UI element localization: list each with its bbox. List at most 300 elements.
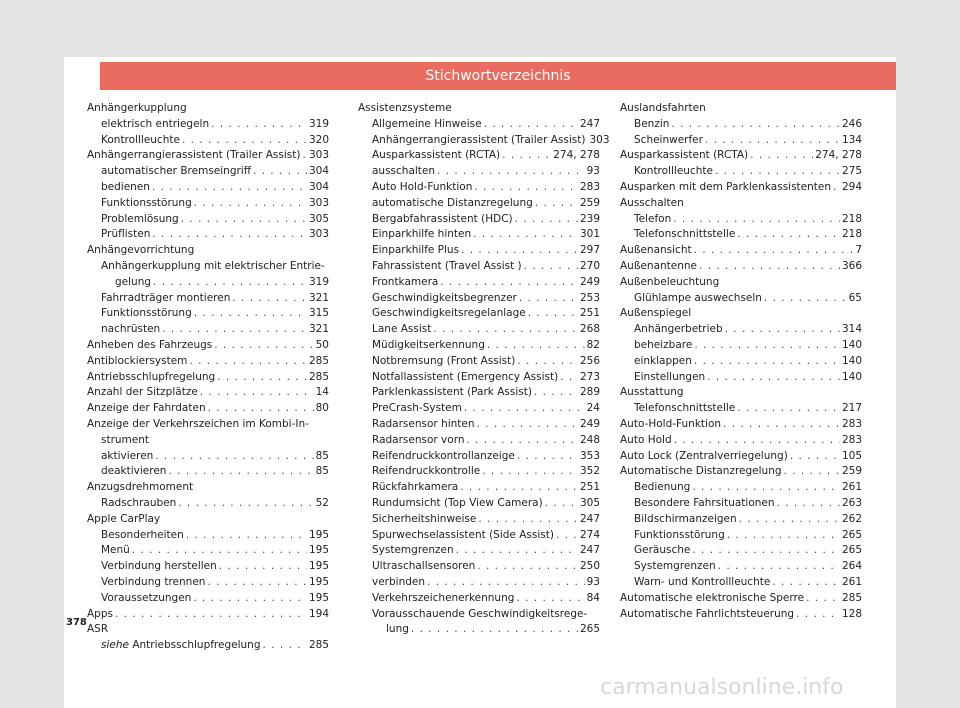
index-entry [87, 291, 329, 307]
entry-term-text: Anhängerrangierassistent (Trailer Assist) [372, 133, 586, 146]
dot-leader [152, 227, 307, 243]
entry-page-ref: 283 [841, 433, 862, 446]
entry-term-text: Kontrollleuchte [101, 133, 180, 146]
index-entry [620, 480, 862, 496]
entry-term [372, 338, 485, 354]
entry-term [101, 433, 149, 449]
index-entry [620, 291, 862, 307]
dot-leader [211, 117, 307, 133]
entry-term [372, 227, 471, 243]
entry-term-text: Apps [87, 607, 113, 620]
dot-leader [461, 243, 578, 259]
index-entry [87, 164, 329, 180]
entry-page-ref: 321 [308, 323, 329, 336]
entry-page-ref: 93 [586, 165, 600, 178]
dot-leader [739, 512, 840, 528]
entry-term [634, 322, 723, 338]
entry-term-text: Ausparkassistent (RCTA) [620, 149, 749, 162]
index-entry [620, 401, 862, 417]
dot-leader [217, 370, 307, 386]
entry-page-ref: 304 [308, 165, 329, 178]
entry-term [372, 385, 532, 401]
dot-leader [516, 591, 584, 607]
entry-page-ref: 7 [855, 244, 862, 257]
dot-leader [478, 512, 578, 528]
dot-leader [833, 180, 840, 196]
entry-page-ref: 251 [579, 307, 600, 320]
index-entry [358, 101, 600, 117]
dot-leader [484, 117, 578, 133]
dot-leader [671, 117, 840, 133]
index-entry [87, 322, 329, 338]
entry-page-ref: 303 [308, 149, 329, 162]
dot-leader [132, 543, 307, 559]
dot-leader [502, 148, 551, 164]
entry-page-ref: 140 [841, 370, 862, 383]
entry-term-text: Automatische Fahrlichtsteuerung [620, 607, 795, 620]
entry-term [101, 496, 176, 512]
index-entry [358, 464, 600, 480]
index-entry [358, 543, 600, 559]
entry-term-text: beheizbare [634, 338, 693, 351]
dot-leader [181, 212, 307, 228]
entry-page-ref: 195 [308, 575, 329, 588]
entry-term-text: elektrisch entriegeln [101, 117, 210, 130]
entry-term-text: lung [386, 623, 409, 636]
index-column-3 [620, 101, 862, 622]
entry-term [634, 370, 705, 386]
entry-page-ref: 128 [841, 607, 862, 620]
entry-term-text: Ausstattung [620, 386, 684, 399]
entry-term [620, 243, 692, 259]
entry-term [101, 117, 209, 133]
dot-leader [460, 480, 578, 496]
index-entry [358, 417, 600, 433]
index-entry [358, 148, 600, 164]
entry-term [101, 306, 192, 322]
index-entry [87, 338, 329, 354]
entry-term-text: Einparkhilfe Plus [372, 244, 460, 257]
entry-term [372, 243, 459, 259]
index-entry [87, 180, 329, 196]
entry-term-text: Anhängerrangierassistent (Trailer Assist) [87, 149, 301, 162]
entry-term-text: Anzugsdrehmoment [87, 481, 194, 494]
entry-term-text: ASR [87, 623, 109, 636]
entry-term-text: Anheben des Fahrzeugs [87, 338, 213, 351]
entry-page-ref: 140 [841, 338, 862, 351]
entry-page-ref: 274 [579, 528, 600, 541]
dot-leader [517, 354, 578, 370]
dot-leader [437, 164, 585, 180]
entry-term [87, 101, 187, 117]
dot-leader [694, 354, 840, 370]
entry-page-ref: 247 [579, 512, 600, 525]
entry-term-text: Funktionsstörung [634, 528, 725, 541]
page-number: 378 [66, 617, 87, 628]
index-entry [358, 370, 600, 386]
dot-leader [699, 259, 840, 275]
dot-leader [673, 212, 840, 228]
index-entry [620, 306, 862, 322]
entry-page-ref: 247 [579, 117, 600, 130]
entry-term-text: Bergabfahrassistent (HDC) [372, 212, 513, 225]
entry-term-text: automatischer Bremseingriff [101, 165, 251, 178]
index-entry [87, 370, 329, 386]
entry-page-ref: 366 [841, 259, 862, 272]
entry-page-ref: 195 [308, 591, 329, 604]
entry-term-text: Notbremsung (Front Assist) [372, 354, 516, 367]
dot-leader [535, 196, 578, 212]
index-entry [358, 480, 600, 496]
entry-term-text: deaktivieren [101, 465, 167, 478]
index-entry [87, 148, 329, 164]
entry-term-text: Ausparken mit dem Parklenkassistenten [620, 180, 832, 193]
entry-term-text: Bedienung [634, 481, 691, 494]
dot-leader [182, 133, 307, 149]
entry-term [634, 480, 690, 496]
index-entry [358, 385, 600, 401]
entry-term [634, 401, 735, 417]
entry-term [620, 196, 684, 212]
entry-term [634, 543, 690, 559]
entry-term-text: Anhängerkupplung [87, 102, 187, 114]
entry-page-ref: 265 [579, 623, 600, 636]
dot-leader [152, 180, 307, 196]
watermark: carmanualsonline.info [600, 675, 844, 700]
entry-term-text: Funktionsstörung [101, 196, 192, 209]
entry-term [87, 148, 300, 164]
dot-leader [189, 354, 307, 370]
index-entry [87, 212, 329, 228]
entry-term [372, 607, 587, 623]
entry-term [634, 496, 775, 512]
entry-term-text: Radschrauben [101, 496, 177, 509]
dot-leader [253, 164, 307, 180]
entry-term-text: Antriebsschlupfregelung [132, 639, 261, 652]
entry-term-text: Systemgrenzen [634, 560, 716, 573]
entry-term [101, 180, 150, 196]
entry-page-ref: 85 [315, 449, 329, 462]
entry-term-text: Radarsensor vorn [372, 433, 465, 446]
entry-term-text: Telefonschnittstelle [634, 228, 736, 241]
entry-page-ref: 239 [579, 212, 600, 225]
entry-term [372, 543, 454, 559]
entry-term [634, 338, 692, 354]
entry-term-text: Verbindung trennen [101, 575, 206, 588]
entry-term [620, 449, 788, 465]
dot-leader [214, 338, 313, 354]
entry-page-ref: 140 [841, 354, 862, 367]
entry-term-text: Auto Hold [620, 433, 672, 446]
entry-term-text: Funktionsstörung [101, 307, 192, 320]
entry-page-ref: 248 [579, 433, 600, 446]
entry-term [634, 133, 703, 149]
dot-leader [178, 496, 313, 512]
entry-page-ref: 249 [579, 275, 600, 288]
entry-page-ref: 85 [315, 465, 329, 478]
entry-term [87, 243, 194, 259]
index-entry [87, 543, 329, 559]
entry-page-ref: 352 [579, 465, 600, 478]
dot-leader [232, 291, 307, 307]
entry-term [634, 117, 669, 133]
entry-page-ref: 303 [308, 196, 329, 209]
entry-term-text: Außenansicht [620, 244, 692, 257]
entry-term [620, 275, 719, 291]
dot-leader [737, 401, 840, 417]
dot-leader [411, 622, 578, 638]
dot-leader [692, 543, 840, 559]
entry-page-ref: 275 [841, 165, 862, 178]
index-entry [358, 449, 600, 465]
entry-term-text: Verbindung herstellen [101, 560, 217, 573]
entry-term-text: Automatische Distanzregelung [620, 465, 782, 478]
entry-term [372, 433, 464, 449]
index-entry [358, 433, 600, 449]
entry-term [87, 622, 108, 638]
index-entry [87, 638, 329, 654]
entry-term [101, 227, 150, 243]
entry-page-ref: 285 [308, 354, 329, 367]
dot-leader [517, 449, 578, 465]
dot-leader [806, 591, 840, 607]
entry-term-text: Anzahl der Sitzplätze [87, 386, 198, 399]
entry-term [87, 607, 113, 623]
entry-page-ref: 259 [841, 465, 862, 478]
dot-leader [694, 243, 854, 259]
dot-leader [707, 370, 840, 386]
index-entry [620, 496, 862, 512]
entry-page-ref: 304 [308, 180, 329, 193]
entry-term-text: Besondere Fahrsituationen [634, 496, 775, 509]
index-entry [87, 417, 329, 433]
entry-term [372, 164, 435, 180]
entry-page-ref: 251 [579, 481, 600, 494]
dot-leader [155, 449, 313, 465]
entry-term-text: Reifendruckkontrollanzeige [372, 449, 515, 462]
dot-leader [545, 496, 578, 512]
index-entry [358, 164, 600, 180]
index-entry [87, 575, 329, 591]
dot-leader [777, 496, 840, 512]
dot-leader [482, 464, 578, 480]
entry-term-text: verbinden [372, 575, 426, 588]
entry-term [101, 449, 153, 465]
index-entry [620, 449, 862, 465]
entry-term [87, 370, 215, 386]
entry-term [101, 638, 261, 654]
entry-term-text: Geräusche [634, 544, 691, 557]
index-entry [87, 433, 329, 449]
entry-term [115, 275, 151, 291]
index-entry [358, 212, 600, 228]
entry-term-text: Apple CarPlay [87, 512, 161, 525]
index-entry [620, 180, 862, 196]
dot-leader [727, 528, 840, 544]
dot-leader [208, 401, 314, 417]
entry-term-text: Systemgrenzen [372, 544, 454, 557]
entry-term-text: Fahrradträger montieren [101, 291, 231, 304]
entry-page-ref: 263 [841, 496, 862, 509]
entry-term-text: Spurwechselassistent (Side Assist) [372, 528, 554, 541]
entry-page-ref: 273 [579, 370, 600, 383]
index-entry [87, 496, 329, 512]
dot-leader [194, 306, 307, 322]
entry-term [101, 528, 184, 544]
entry-term [620, 433, 672, 449]
entry-page-ref: 274, 278 [815, 149, 862, 162]
entry-term-text: Auto-Hold-Funktion [620, 417, 722, 430]
section-header: Stichwortverzeichnis [100, 62, 896, 90]
index-entry [358, 354, 600, 370]
entry-page-ref: 195 [308, 560, 329, 573]
entry-page-ref: 52 [315, 496, 329, 509]
index-entry [620, 227, 862, 243]
index-entry [358, 591, 600, 607]
dot-leader [515, 212, 578, 228]
entry-term-text: Anhängerbetrieb [634, 323, 723, 336]
entry-term [372, 196, 533, 212]
entry-page-ref: 246 [841, 117, 862, 130]
entry-term-text: einklappen [634, 354, 692, 367]
index-entry [358, 259, 600, 275]
entry-page-ref: 218 [841, 212, 862, 225]
entry-term [101, 559, 217, 575]
entry-term [372, 180, 472, 196]
index-entry [358, 227, 600, 243]
entry-term [101, 543, 130, 559]
entry-page-ref: 134 [841, 133, 862, 146]
index-entry [358, 496, 600, 512]
dot-leader [427, 575, 585, 591]
entry-term-text: automatische Distanzregelung [372, 196, 533, 209]
entry-term [372, 512, 476, 528]
dot-leader [115, 607, 307, 623]
entry-page-ref: 195 [308, 528, 329, 541]
entry-term [372, 212, 513, 228]
index-entry [620, 259, 862, 275]
entry-term [620, 101, 706, 117]
entry-term-text: Geschwindigkeitsbegrenzer [372, 291, 517, 304]
dot-leader [737, 227, 840, 243]
index-entry [358, 243, 600, 259]
entry-term [372, 291, 517, 307]
entry-page-ref: 270 [579, 259, 600, 272]
index-entry [87, 591, 329, 607]
index-entry [620, 559, 862, 575]
entry-term [634, 528, 725, 544]
entry-term [372, 354, 515, 370]
entry-term-text: Einstellungen [634, 370, 706, 383]
dot-leader [725, 322, 840, 338]
index-entry [620, 148, 862, 164]
entry-term [87, 354, 187, 370]
index-entry [620, 354, 862, 370]
dot-leader [168, 464, 313, 480]
dot-leader [473, 227, 578, 243]
index-entry [358, 291, 600, 307]
entry-term [101, 322, 160, 338]
entry-page-ref: 253 [579, 291, 600, 304]
index-entry [620, 275, 862, 291]
index-entry [358, 133, 610, 149]
index-entry [87, 512, 329, 528]
entry-term-text: Reifendruckkontrolle [372, 465, 481, 478]
entry-term [372, 322, 431, 338]
entry-term [101, 164, 251, 180]
entry-term-text: strument [101, 433, 150, 446]
entry-page-ref: 319 [308, 117, 329, 130]
index-entry [87, 464, 329, 480]
dot-leader [560, 370, 578, 386]
dot-leader [162, 322, 307, 338]
index-entry [620, 575, 862, 591]
index-entry [87, 117, 329, 133]
entry-term-text: gelung [115, 275, 152, 288]
dot-leader [705, 133, 840, 149]
dot-leader [718, 559, 840, 575]
dot-leader [692, 480, 840, 496]
entry-term-text: Anzeige der Verkehrszeichen im Kombi-In- [87, 417, 309, 430]
entry-term [101, 196, 192, 212]
index-entry [358, 575, 600, 591]
entry-page-ref: 319 [308, 275, 329, 288]
dot-leader [433, 322, 578, 338]
entry-page-ref: 82 [586, 338, 600, 351]
entry-term-text: Verkehrszeichenerkennung [372, 591, 515, 604]
entry-term-text: Geschwindigkeitsregelanlage [372, 307, 526, 320]
entry-page-ref: 303 [589, 133, 610, 146]
dot-leader [477, 417, 578, 433]
index-entry [620, 417, 862, 433]
entry-page-ref: 301 [579, 228, 600, 241]
entry-term [101, 591, 191, 607]
entry-term [87, 338, 212, 354]
entry-term [372, 575, 425, 591]
dot-leader [772, 575, 840, 591]
entry-term [620, 385, 684, 401]
index-entry [358, 275, 600, 291]
entry-term [634, 559, 716, 575]
entry-term [101, 212, 179, 228]
entry-term [372, 591, 514, 607]
entry-term-text: Notfallassistent (Emergency Assist) [372, 370, 559, 383]
entry-term [620, 417, 721, 433]
entry-page-ref: 265 [841, 544, 862, 557]
entry-page-ref: 249 [579, 417, 600, 430]
entry-page-ref: 320 [308, 133, 329, 146]
dot-leader [524, 259, 578, 275]
index-entry [620, 101, 862, 117]
entry-term [87, 401, 206, 417]
index-entry [87, 385, 329, 401]
dot-leader [219, 559, 307, 575]
index-entry [358, 196, 600, 212]
index-entry [620, 370, 862, 386]
entry-term-text: Menü [101, 544, 130, 557]
index-entry [87, 480, 329, 496]
entry-term [634, 575, 770, 591]
index-entry [87, 306, 329, 322]
entry-term-text: ausschalten [372, 165, 436, 178]
entry-term [372, 480, 458, 496]
dot-leader [194, 196, 307, 212]
entry-page-ref: 50 [315, 338, 329, 351]
dot-leader [207, 575, 307, 591]
index-entry [87, 196, 329, 212]
dot-leader [440, 275, 578, 291]
entry-term-text: Vorausschauende Geschwindigkeitsrege- [372, 607, 588, 620]
